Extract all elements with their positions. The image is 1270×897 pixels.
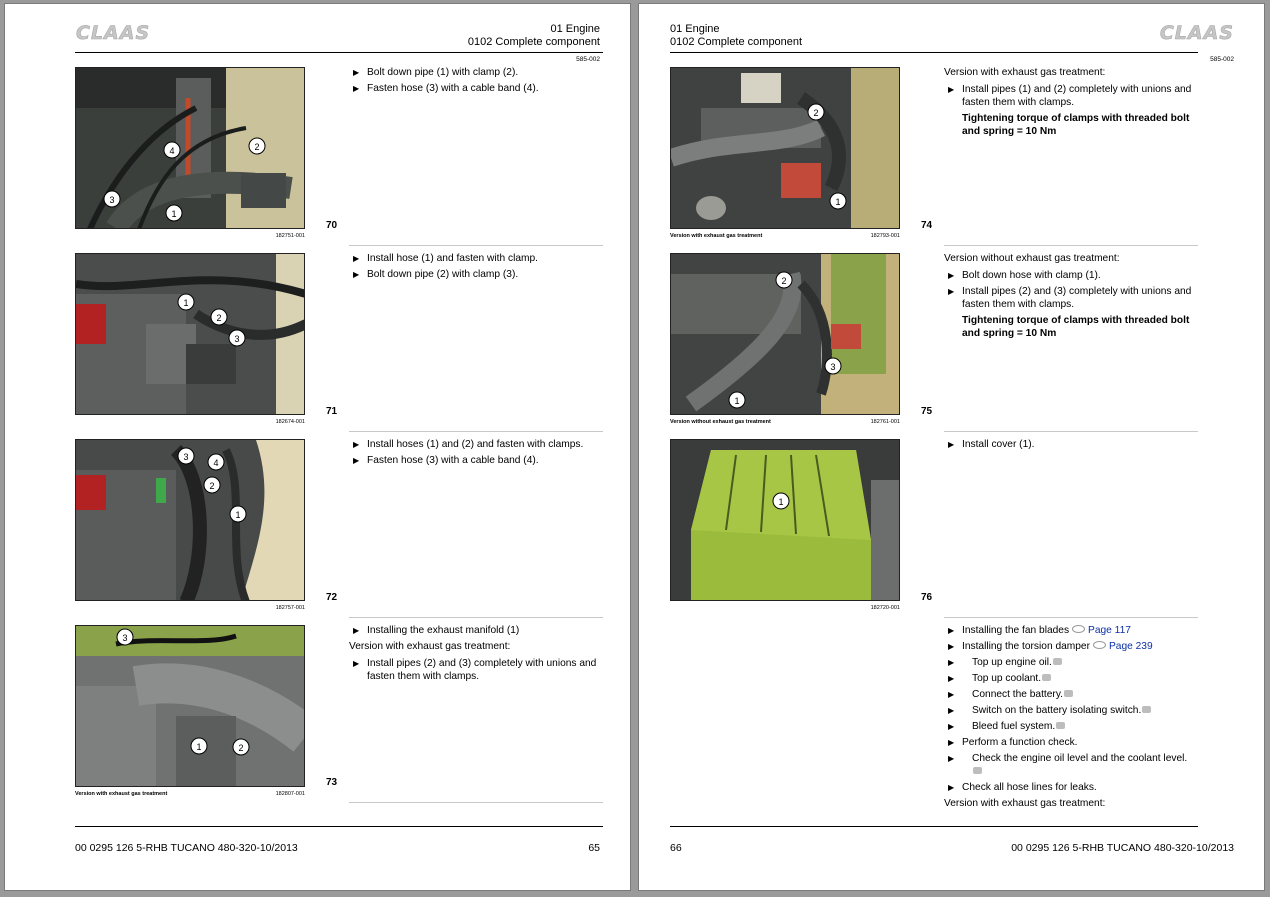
photo-figure-70	[75, 67, 305, 229]
bullet-arrow-icon: ▶	[948, 738, 955, 747]
svg-text:1: 1	[196, 742, 202, 752]
svg-text:2: 2	[254, 142, 260, 152]
bullet-arrow-icon: ▶	[353, 456, 360, 465]
instruction-step: ▶ Install pipes (2) and (3) completely with unions and fasten them with clamps.	[353, 658, 597, 682]
instruction-step: ▶ Install pipes (2) and (3) completely with unions and fasten them with clamps.	[948, 286, 1192, 310]
svg-text:4: 4	[169, 146, 175, 156]
section-divider	[944, 245, 1198, 246]
svg-text:1: 1	[835, 197, 841, 207]
page-header	[670, 23, 802, 49]
svg-text:1: 1	[235, 510, 241, 520]
torque-note: Tightening torque of clamps with threaded bolt and spring = 10 Nm	[962, 113, 1190, 137]
figure-number: 70	[326, 220, 338, 231]
photo-id: 182720-001	[870, 605, 900, 611]
bullet-arrow-icon: ▶	[948, 440, 955, 449]
footer-doc-id: 00 0295 126 5-RHB TUCANO 480-320-10/2013	[75, 842, 298, 854]
figure-number: 74	[921, 220, 933, 231]
photo-id: 182793-001	[870, 233, 900, 239]
photo-id: 182751-001	[275, 233, 305, 239]
bullet-arrow-icon: ▶	[353, 659, 360, 668]
footer-rule	[670, 826, 1198, 827]
instruction-step: ▶ Fasten hose (3) with a cable band (4).	[353, 83, 539, 94]
instruction-step: ▶ Connect the battery.	[944, 688, 1206, 701]
header-section: 0102 Complete component	[467, 36, 600, 48]
footer-doc-id: 00 0295 126 5-RHB TUCANO 480-320-10/2013	[1011, 842, 1234, 854]
instruction-block-70	[349, 66, 605, 98]
version-label: Version with exhaust gas treatment:	[349, 641, 511, 652]
section-divider	[944, 617, 1198, 618]
svg-text:1: 1	[734, 396, 740, 406]
svg-text:1: 1	[778, 497, 784, 507]
instruction-block-75	[944, 252, 1200, 343]
bullet-arrow-icon: ▶	[948, 674, 955, 683]
bullet-arrow-icon: ▶	[948, 706, 955, 715]
header-rule	[670, 52, 1198, 53]
instruction-block-72	[349, 438, 605, 470]
svg-text:2: 2	[209, 481, 215, 491]
photo-id: 182807-001	[275, 791, 305, 797]
photo-figure-72	[75, 439, 305, 601]
photo-caption: Version without exhaust gas treatment	[670, 419, 771, 425]
svg-text:2: 2	[216, 313, 222, 323]
info-badge-icon	[1056, 722, 1065, 729]
torque-note: Tightening torque of clamps with threaded bolt and spring = 10 Nm	[962, 315, 1190, 339]
page-number: 66	[670, 842, 682, 854]
instruction-step: ▶ Bolt down pipe (1) with clamp (2).	[353, 67, 519, 78]
photo-figure-74	[670, 67, 900, 229]
info-badge-icon	[1042, 674, 1051, 681]
left-page	[4, 3, 631, 891]
instruction-step: ▶ Check all hose lines for leaks.	[948, 782, 1097, 793]
svg-text:2: 2	[781, 276, 787, 286]
bullet-arrow-icon: ▶	[353, 626, 360, 635]
eye-icon	[1072, 625, 1085, 633]
page-link[interactable]: Page 239	[1108, 641, 1153, 652]
bullet-arrow-icon: ▶	[353, 68, 360, 77]
bullet-arrow-icon: ▶	[353, 84, 360, 93]
instruction-step: ▶ Bleed fuel system.	[944, 720, 1206, 733]
photo-caption: Version with exhaust gas treatment	[75, 791, 168, 797]
section-divider	[349, 617, 603, 618]
info-badge-icon	[1142, 706, 1151, 713]
right-page	[638, 3, 1265, 891]
instruction-block-74	[944, 66, 1200, 141]
bullet-arrow-icon: ▶	[948, 626, 955, 635]
instruction-step: ▶ Installing the torsion damper Page 239	[948, 641, 1153, 652]
svg-text:2: 2	[238, 743, 244, 753]
doc-code: 585-002	[1210, 56, 1234, 63]
svg-text:3: 3	[830, 362, 836, 372]
instruction-step: ▶ Fasten hose (3) with a cable band (4).	[353, 455, 539, 466]
bullet-arrow-icon: ▶	[948, 690, 955, 699]
page-number: 65	[588, 842, 600, 854]
instruction-step: ▶ Switch on the battery isolating switch.	[944, 704, 1206, 717]
info-badge-icon	[973, 767, 982, 774]
header-chapter: 01 Engine	[550, 23, 600, 35]
photo-figure-76	[670, 439, 900, 601]
section-divider	[944, 431, 1198, 432]
figure-number: 75	[921, 406, 933, 417]
header-section: 0102 Complete component	[670, 36, 803, 48]
instruction-step: ▶ Install pipes (1) and (2) completely with unions and fasten them with clamps.	[948, 84, 1192, 108]
bullet-arrow-icon: ▶	[948, 642, 955, 651]
photo-figure-75	[670, 253, 900, 415]
photo-caption: Version with exhaust gas treatment	[670, 233, 763, 239]
bullet-arrow-icon: ▶	[948, 85, 955, 94]
svg-text:3: 3	[109, 195, 115, 205]
claas-logo: CLAAS	[76, 22, 151, 44]
instruction-step: ▶ Install hoses (1) and (2) and fasten with clamps.	[353, 439, 584, 450]
version-label: Version with exhaust gas treatment:	[944, 67, 1106, 78]
info-badge-icon	[1053, 658, 1062, 665]
photo-figure-73	[75, 625, 305, 787]
doc-code: 585-002	[576, 56, 600, 63]
figure-number: 73	[326, 777, 338, 788]
instruction-step: ▶ Perform a function check.	[948, 737, 1078, 748]
figure-number: 72	[326, 592, 338, 603]
section-divider	[349, 431, 603, 432]
figure-number: 76	[921, 592, 933, 603]
bullet-arrow-icon: ▶	[948, 287, 955, 296]
instruction-step: ▶ Top up engine oil.	[944, 656, 1206, 669]
instruction-step: ▶ Bolt down pipe (2) with clamp (3).	[353, 269, 519, 280]
bullet-arrow-icon: ▶	[948, 783, 955, 792]
svg-text:3: 3	[183, 452, 189, 462]
bullet-arrow-icon: ▶	[353, 270, 360, 279]
instruction-step: ▶ Check the engine oil level and the coolant level.	[944, 752, 1206, 778]
bullet-arrow-icon: ▶	[948, 722, 955, 731]
svg-text:3: 3	[122, 633, 128, 643]
photo-id: 182757-001	[275, 605, 305, 611]
header-rule	[75, 52, 603, 53]
instruction-step: ▶ Install hose (1) and fasten with clamp.	[353, 253, 539, 264]
version-label: Version without exhaust gas treatment:	[944, 253, 1120, 264]
figure-number: 71	[326, 406, 338, 417]
eye-icon	[1093, 641, 1106, 649]
page-link[interactable]: Page 117	[1088, 625, 1131, 636]
instruction-step: ▶ Installing the exhaust manifold (1)	[353, 625, 520, 636]
claas-logo: CLAAS	[1159, 22, 1234, 44]
photo-id: 182761-001	[870, 419, 900, 425]
section-divider	[349, 802, 603, 803]
instruction-step: ▶ Bolt down hose with clamp (1).	[948, 270, 1101, 281]
footer-rule	[75, 826, 603, 827]
page-header	[468, 23, 600, 49]
svg-text:4: 4	[213, 458, 219, 468]
svg-text:3: 3	[234, 334, 240, 344]
bullet-arrow-icon: ▶	[948, 658, 955, 667]
instruction-block-71	[349, 252, 605, 284]
instruction-block-76	[944, 438, 1200, 454]
bullet-arrow-icon: ▶	[948, 271, 955, 280]
instruction-step: ▶ Installing the fan blades Page 117	[948, 625, 1131, 636]
instruction-step: ▶ Install cover (1).	[948, 439, 1035, 450]
bullet-arrow-icon: ▶	[353, 440, 360, 449]
info-badge-icon	[1064, 690, 1073, 697]
bullet-arrow-icon: ▶	[948, 754, 955, 763]
svg-text:1: 1	[183, 298, 189, 308]
svg-text:2: 2	[813, 108, 819, 118]
version-label: Version with exhaust gas treatment:	[944, 798, 1106, 809]
section-divider	[349, 245, 603, 246]
svg-text:1: 1	[171, 209, 177, 219]
photo-figure-71	[75, 253, 305, 415]
instruction-block-73	[349, 624, 605, 686]
bullet-arrow-icon: ▶	[353, 254, 360, 263]
header-chapter: 01 Engine	[670, 23, 720, 35]
instruction-step: ▶ Top up coolant.	[944, 672, 1206, 685]
final-steps-block	[944, 624, 1206, 814]
photo-id: 182674-001	[275, 419, 305, 425]
